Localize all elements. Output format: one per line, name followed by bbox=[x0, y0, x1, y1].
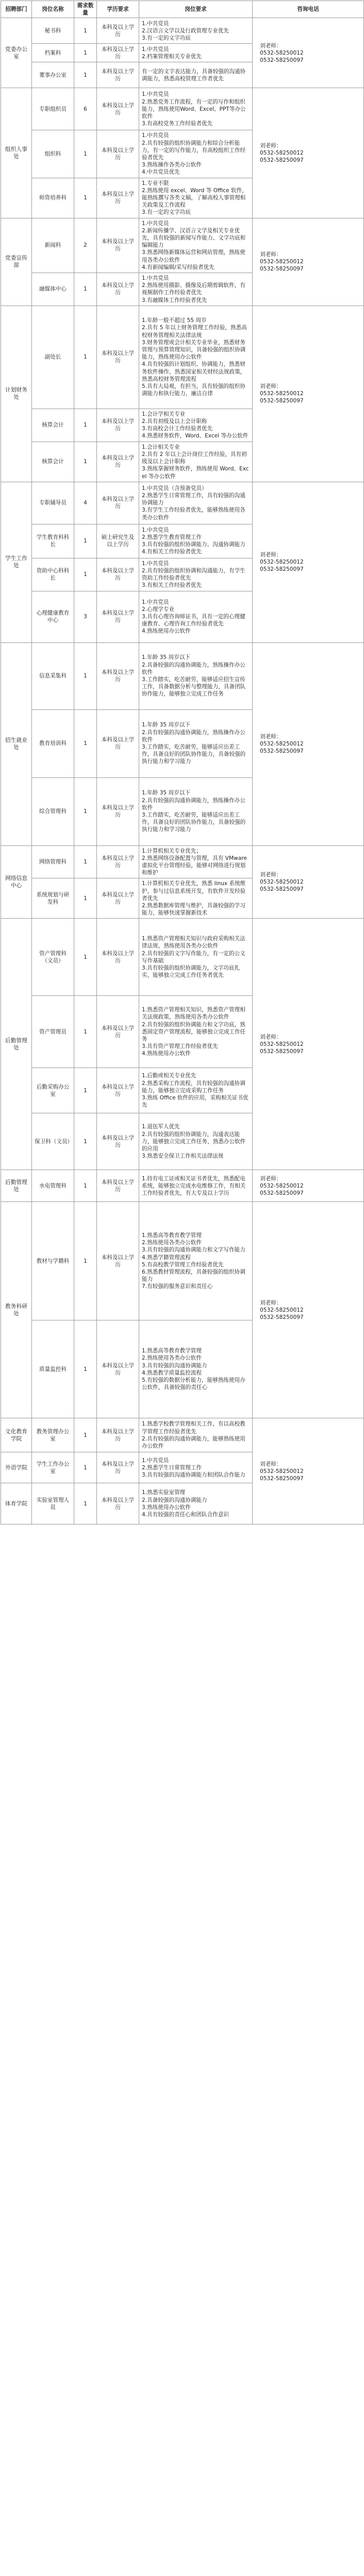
position-cell: 综合管理科 bbox=[32, 777, 74, 845]
education-cell: 本科及以上学历 bbox=[97, 18, 139, 44]
table-row bbox=[1, 482, 364, 524]
contact-name: 刘老师： bbox=[260, 383, 282, 389]
table-row bbox=[1, 306, 364, 409]
contact-cell bbox=[253, 845, 364, 919]
contact-phone: 0532-58250012 bbox=[260, 1041, 304, 1047]
position-cell: 董事办公室 bbox=[32, 62, 74, 88]
requirement-line: 2.熟悉学生日常管理工作 bbox=[142, 1464, 202, 1471]
education-cell: 本科及以上学历 bbox=[97, 44, 139, 62]
requirement-line: 2.熟悉数据库管理与维护，具备较强的学习能力，能够快速掌握新技术 bbox=[142, 902, 245, 917]
requirement-line: 2.熟悉学生日常管理工作，具有较强的沟通协调能力 bbox=[142, 492, 245, 506]
count-cell: 1 bbox=[74, 44, 97, 62]
requirement-line: 3.具有较强的组织协调能力，文字功底扎实，能够独立完成工作任务者优先 bbox=[142, 965, 240, 979]
requirements-cell bbox=[139, 178, 253, 218]
requirement-line: 2.具有初级及以上会计职称 bbox=[142, 418, 207, 425]
requirement-line: 3.有高校党务工作经验者优先 bbox=[142, 121, 213, 127]
requirement-line: 2.具备较强的沟通协调能力 bbox=[142, 1497, 207, 1503]
education-cell: 本科及以上学历 bbox=[97, 1068, 139, 1113]
requirement-line: 1.熟悉高等教育教学管理 bbox=[142, 1232, 202, 1239]
count-cell: 1 bbox=[74, 18, 97, 44]
requirement-line: 2.汉语言文学以及行政管理专业优先 bbox=[142, 27, 229, 34]
education-cell: 本科及以上学历 bbox=[97, 130, 139, 178]
requirement-line: 1.计算机相关专业优先； bbox=[142, 848, 202, 854]
contact-phone: 0532-58250097 bbox=[260, 566, 304, 573]
requirement-line: 2.具有较强的文字写作能力，有一定的公文写作基础 bbox=[142, 950, 245, 964]
table-header bbox=[1, 1, 364, 18]
requirements-cell bbox=[139, 273, 253, 306]
requirements-cell bbox=[139, 18, 253, 44]
requirement-line: 4.具有较强的责任心和团队合作意识 bbox=[142, 1512, 229, 1518]
count-cell: 1 bbox=[74, 845, 97, 878]
education-cell: 本科及以上学历 bbox=[97, 273, 139, 306]
contact-phone: 0532-58250012 bbox=[260, 1307, 304, 1313]
contact-phone: 0532-58250097 bbox=[260, 157, 304, 164]
count-cell: 1 bbox=[74, 709, 97, 777]
requirement-line: 4.有相关工作经验者优先 bbox=[142, 549, 202, 555]
education-cell: 本科及以上学历 bbox=[97, 409, 139, 442]
contact-cell bbox=[253, 1202, 364, 1418]
requirement-line: 1.中共党员 bbox=[142, 220, 169, 227]
contact-phone: 0532-58250097 bbox=[260, 1190, 304, 1196]
requirement-line: 4.熟悉教学质量监控流程 bbox=[142, 1369, 202, 1376]
requirement-line: 2.档案管理相关专业优先 bbox=[142, 53, 202, 60]
requirement-line: 3.熟练 Office 软件的应用，采购相关证书优先 bbox=[142, 1094, 249, 1109]
contact-phone: 0532-58250012 bbox=[260, 259, 304, 265]
dept-cell: 党委办公室 bbox=[1, 18, 32, 88]
education-cell: 本科及以上学历 bbox=[97, 777, 139, 845]
requirement-line: 1.中共党员 bbox=[142, 527, 169, 533]
education-cell: 本科及以上学历 bbox=[97, 709, 139, 777]
position-cell: 副处长 bbox=[32, 306, 74, 409]
requirement-line: 4.熟悉学籍管理流程 bbox=[142, 1254, 191, 1261]
contact-phone: 0532-58250097 bbox=[260, 1314, 304, 1320]
requirement-line: 3.具有较强的组织协调能力、沟通协调能力 bbox=[142, 541, 245, 548]
dept-cell: 计划财务处 bbox=[1, 306, 32, 482]
position-cell: 秘书科 bbox=[32, 18, 74, 44]
requirement-line: 2.熟练使用摄影、摄像及后期剪辑软件，有视频制作工作经验者优先 bbox=[142, 282, 245, 296]
requirement-line: 4.中共党员优先 bbox=[142, 169, 180, 176]
requirement-line: 2.熟悉采购工作流程，具有较强的沟通协调能力，能够独立完成采购工作任务 bbox=[142, 1080, 245, 1094]
requirement-line: 3.工作踏实，吃苦耐劳，能够适应招生宣传工作，具备数据分析与整理能力，具备团队协作能力，能够独立完成工作任务 bbox=[142, 676, 246, 698]
requirement-line: 1.中共党员 bbox=[142, 560, 169, 567]
education-cell: 本科及以上学历 bbox=[97, 1113, 139, 1170]
dept-cell: 组织人事处 bbox=[1, 88, 32, 218]
position-cell: 新闻科 bbox=[32, 218, 74, 273]
contact-cell bbox=[253, 1418, 364, 1524]
dept-cell: 招生就业处 bbox=[1, 642, 32, 845]
requirement-line: 2.具有 5 年以上财务管理工作经验，熟悉高校财务管理相关法律法规 bbox=[142, 325, 247, 338]
requirement-line: 3.工作踏实，吃苦耐劳，能够适应出差工作，具备良好的团队协作能力，具备较强的执行能力和学习能力 bbox=[142, 744, 246, 765]
contact-phone: 0532-58250097 bbox=[260, 1048, 304, 1055]
dept-cell: 学生工作处 bbox=[1, 482, 32, 642]
count-cell: 1 bbox=[74, 642, 97, 709]
contact-phone: 0532-58250097 bbox=[260, 266, 304, 273]
contact-cell bbox=[253, 642, 364, 845]
contact-name: 刘老师： bbox=[260, 42, 282, 49]
count-cell: 1 bbox=[74, 273, 97, 306]
position-cell: 实验室管理人员 bbox=[32, 1483, 74, 1524]
requirement-line: 2.新闻传播学、汉语言文学及相关专业优先，具有较强的新闻写作能力、文字功底和编辑能力 bbox=[142, 227, 246, 249]
contact-cell bbox=[253, 306, 364, 482]
table-row bbox=[1, 642, 364, 709]
contact-phone: 0532-58250012 bbox=[260, 391, 304, 397]
requirements-cell bbox=[139, 306, 253, 409]
header-education: 学历要求 bbox=[97, 1, 139, 18]
requirement-line: 4.具有较强的计划组织、协调能力，熟悉财务软件操作，熟悉国家相关财经法规政策，熟悉高校财务管理流程 bbox=[142, 361, 246, 382]
requirement-line: 3.工作踏实，吃苦耐劳，能够适应出差工作，具备良好的团队协作能力，具备较强的执行能力和学习能力 bbox=[142, 812, 246, 833]
requirement-line: 1.计算机相关专业优先，熟悉 linux 系统维护，参与过信息系统开发，有软件开发经验者优先 bbox=[142, 880, 246, 902]
position-cell: 核算会计 bbox=[32, 442, 74, 482]
requirement-line: 3.熟悉安全保卫工作相关法律法规 bbox=[142, 1153, 224, 1160]
requirement-line: 3.熟悉网络新媒体运营和网站管理，熟练使用各类办公软件 bbox=[142, 249, 245, 263]
dept-cell: 教务科研处 bbox=[1, 1202, 32, 1418]
requirement-line: 1.熟悉资产管理相关知识与政府采购相关法律法规，熟练使用各类办公软件 bbox=[142, 936, 245, 950]
requirement-line: 1.中共党员 bbox=[142, 1457, 169, 1464]
position-cell: 网络管理科 bbox=[32, 845, 74, 878]
contact-phone: 0532-58250012 bbox=[260, 49, 304, 56]
contact-phone: 0532-58250012 bbox=[260, 740, 304, 747]
requirements-cell bbox=[139, 1418, 253, 1452]
header-requirements: 岗位要求 bbox=[139, 1, 253, 18]
header-count: 需求数量 bbox=[74, 1, 97, 18]
education-cell: 本科及以上学历 bbox=[97, 1320, 139, 1418]
requirement-line: 2.熟练使用各类办公软件 bbox=[142, 1355, 202, 1362]
requirements-cell bbox=[139, 642, 253, 709]
requirements-cell bbox=[139, 409, 253, 442]
contact-phone: 0532-58250012 bbox=[260, 149, 304, 156]
contact-phone: 0532-58250012 bbox=[260, 878, 304, 885]
contact-name: 刘老师： bbox=[260, 251, 282, 258]
count-cell: 1 bbox=[74, 1113, 97, 1170]
requirements-cell bbox=[139, 218, 253, 273]
education-cell: 本科及以上学历 bbox=[97, 482, 139, 524]
education-cell: 本科及以上学历 bbox=[97, 1202, 139, 1320]
count-cell: 1 bbox=[74, 878, 97, 919]
education-cell: 本科及以上学历 bbox=[97, 642, 139, 709]
table-row bbox=[1, 919, 364, 996]
count-cell: 1 bbox=[74, 409, 97, 442]
contact-name: 刘老师： bbox=[260, 1299, 282, 1306]
requirement-line: 3.具有资产管理工作经验者优先 bbox=[142, 1043, 218, 1050]
requirement-line: 2.具有较强的沟通协调能力，能够熟练使用办公软件 bbox=[142, 1435, 245, 1450]
position-cell: 组织科 bbox=[32, 130, 74, 178]
position-cell: 资助中心科科长 bbox=[32, 558, 74, 591]
requirements-cell bbox=[139, 88, 253, 130]
requirement-line: 1.中共党员 bbox=[142, 91, 169, 98]
position-cell: 教务管理办公室 bbox=[32, 1418, 74, 1452]
header-row bbox=[1, 1, 364, 18]
count-cell: 3 bbox=[74, 591, 97, 642]
count-cell: 1 bbox=[74, 130, 97, 178]
requirement-line: 2.熟悉党务工作流程，有一定的写作和组织能力，熟练使用Word、Excel、PPT等办公软件 bbox=[142, 98, 246, 120]
header-contact: 咨询电话 bbox=[253, 1, 364, 18]
requirements-cell bbox=[139, 996, 253, 1068]
count-cell: 1 bbox=[74, 1320, 97, 1418]
requirement-line: 2.熟悉网络设备配置与管理，具有 VMware 虚拟化平台管理经验，能够对网络进行规划和维护 bbox=[142, 855, 247, 876]
requirement-line: 1.中共党员 bbox=[142, 20, 169, 27]
requirements-cell bbox=[139, 44, 253, 62]
count-cell: 1 bbox=[74, 996, 97, 1068]
count-cell: 1 bbox=[74, 1418, 97, 1452]
position-cell: 档案科 bbox=[32, 44, 74, 62]
contact-name: 刘老师： bbox=[260, 733, 282, 740]
position-cell: 资产管理科（文员） bbox=[32, 919, 74, 996]
requirement-line: 4.有新闻编辑/采写经验者优先 bbox=[142, 264, 214, 270]
dept-cell: 网络信息中心 bbox=[1, 845, 32, 919]
contact-cell bbox=[253, 482, 364, 642]
count-cell: 6 bbox=[74, 88, 97, 130]
position-cell: 保卫科（文员） bbox=[32, 1113, 74, 1170]
requirement-line: 7.有较强的服务意识和责任心 bbox=[142, 1283, 213, 1290]
requirement-line: 3.有高校会计工作经验者优先 bbox=[142, 426, 213, 432]
count-cell: 1 bbox=[74, 178, 97, 218]
education-cell: 本科及以上学历 bbox=[97, 996, 139, 1068]
requirement-line: 1.年龄 35 周岁以下 bbox=[142, 722, 190, 728]
position-cell: 学生教育科科长 bbox=[32, 524, 74, 558]
requirements-cell bbox=[139, 919, 253, 996]
education-cell: 本科及以上学历 bbox=[97, 1170, 139, 1202]
requirement-line: 3.熟练操作各类办公软件 bbox=[142, 162, 202, 168]
requirement-line: 3.有一定的文字功底 bbox=[142, 209, 191, 216]
dept-cell: 后勤管理处 bbox=[1, 1170, 32, 1202]
education-cell: 本科及以上学历 bbox=[97, 1452, 139, 1483]
requirement-line: 2.具有较强的组织协调能力和文字功底，熟悉固定资产管理流程，能够独立完成工作任务 bbox=[142, 1021, 246, 1042]
requirement-line: 1.会计相关专业 bbox=[142, 444, 180, 450]
count-cell: 1 bbox=[74, 1202, 97, 1320]
requirements-cell bbox=[139, 1452, 253, 1483]
requirements-cell bbox=[139, 591, 253, 642]
requirement-line: 2.熟练使用 excel、Word 等 Office 软件，能熟练撰写各类文稿，了解高校人事管理相关政策及工作流程 bbox=[142, 187, 247, 209]
position-cell: 资产管理员 bbox=[32, 996, 74, 1068]
requirement-line: 3.具有心理咨询师证书，具有一定的心理健康教育、心理咨询工作经验者优先 bbox=[142, 613, 245, 628]
requirements-cell bbox=[139, 1320, 253, 1418]
requirement-line: 3.熟练使用办公软件 bbox=[142, 1504, 191, 1511]
requirement-line: 5.有较强的数据分析能力，能够熟练使用办公软件，具备较强的责任心 bbox=[142, 1377, 245, 1391]
requirement-line: 1.年龄 35 周岁以下 bbox=[142, 790, 190, 796]
contact-cell bbox=[253, 1170, 364, 1202]
contact-name: 刘老师： bbox=[260, 1461, 282, 1467]
count-cell: 4 bbox=[74, 482, 97, 524]
requirement-line: 3.具有较强的沟通协调能力和文字写作能力 bbox=[142, 1247, 245, 1253]
table-row bbox=[1, 218, 364, 273]
requirement-line: 1.熟悉实验室管理 bbox=[142, 1489, 186, 1496]
position-cell: 信息采集科 bbox=[32, 642, 74, 709]
education-cell: 本科及以上学历 bbox=[97, 178, 139, 218]
requirement-line: 3.财务管理或会计相关专业毕业，熟悉财务管理与预算管理知识，具备较强的组织协调能力，熟练使用办公软件 bbox=[142, 339, 246, 361]
requirement-line: 1.中共党员 bbox=[142, 599, 169, 605]
requirement-line: 2.熟悉学生教育管理工作 bbox=[142, 534, 202, 540]
contact-cell bbox=[253, 18, 364, 88]
requirement-line: 1.后勤或相关专业优先 bbox=[142, 1073, 196, 1079]
position-cell: 水电管理科 bbox=[32, 1170, 74, 1202]
position-cell: 核算会计 bbox=[32, 409, 74, 442]
dept-cell: 外语学院 bbox=[1, 1452, 32, 1483]
education-cell: 本科及以上学历 bbox=[97, 919, 139, 996]
contact-name: 刘老师： bbox=[260, 1175, 282, 1182]
education-cell: 硕士研究生及以上学历 bbox=[97, 524, 139, 558]
requirement-line: 4.熟练使用办公软件 bbox=[142, 628, 191, 635]
table-body bbox=[1, 18, 364, 1524]
requirement-line: 4.熟悉财务软件，Word、Excel 等办公软件 bbox=[142, 433, 249, 439]
requirement-line: 1.会计学相关专业 bbox=[142, 411, 186, 417]
contact-phone: 0532-58250097 bbox=[260, 748, 304, 755]
requirement-line: 1.中共党员 bbox=[142, 275, 169, 282]
contact-phone: 0532-58250097 bbox=[260, 398, 304, 404]
requirement-line: 3.具有较强的沟通协调能力和团队合作能力 bbox=[142, 1471, 245, 1478]
contact-phone: 0532-58250012 bbox=[260, 1468, 304, 1475]
recruitment-table bbox=[1, 1, 364, 1524]
contact-phone: 0532-58250097 bbox=[260, 1475, 304, 1482]
contact-cell bbox=[253, 919, 364, 1170]
table-row bbox=[1, 845, 364, 878]
education-cell: 本科及以上学历 bbox=[97, 845, 139, 878]
requirement-line: 2.具备较强的沟通协调能力，熟练操作办公软件 bbox=[142, 662, 245, 675]
requirement-line: 3.有一定的文字功底 bbox=[142, 35, 191, 41]
dept-cell: 后勤管理处 bbox=[1, 919, 32, 1170]
requirement-line: 5.具有大局观，有担当，具有较强的组织协调能力和执行能力，廉洁自律 bbox=[142, 383, 245, 397]
count-cell: 1 bbox=[74, 1170, 97, 1202]
requirements-cell bbox=[139, 1170, 253, 1202]
table-row bbox=[1, 1418, 364, 1452]
contact-phone: 0532-58250012 bbox=[260, 559, 304, 565]
requirement-line: 1.退伍军人优先 bbox=[142, 1124, 180, 1130]
position-cell: 融媒体中心 bbox=[32, 273, 74, 306]
requirement-line: 1.年龄 35 周岁以下 bbox=[142, 654, 190, 661]
requirement-line: 1.中共党员（含预备党员） bbox=[142, 485, 207, 492]
position-cell: 质量监控科 bbox=[32, 1320, 74, 1418]
requirement-line: 2.具有较强的组织协调能力和综合分析能力，有一定的写作能力，有高校组织工作经验者优先 bbox=[142, 140, 246, 161]
position-cell: 专职辅导员 bbox=[32, 482, 74, 524]
count-cell: 1 bbox=[74, 1483, 97, 1524]
requirements-cell bbox=[139, 1113, 253, 1170]
position-cell: 教材与学籍科 bbox=[32, 1202, 74, 1320]
contact-phone: 0532-58250097 bbox=[260, 886, 304, 893]
count-cell: 2 bbox=[74, 218, 97, 273]
requirements-cell bbox=[139, 777, 253, 845]
requirement-line: 1.专业不限 bbox=[142, 180, 169, 187]
requirement-line: 3.有学生工作经验者优先，能够熟练使用各类办公软件 bbox=[142, 507, 245, 521]
requirement-line: 2.具有 2 年以上会计岗位工作经验，具有初级及以上会计职称 bbox=[142, 451, 247, 465]
header-position: 岗位名称 bbox=[32, 1, 74, 18]
count-cell: 1 bbox=[74, 1068, 97, 1113]
position-cell: 后勤采购办公室 bbox=[32, 1068, 74, 1113]
dept-cell: 体育学院 bbox=[1, 1483, 32, 1524]
requirement-line: 2.具有较强的组织协调和沟通能力，有学生资助工作经验者优先 bbox=[142, 567, 245, 582]
count-cell: 1 bbox=[74, 1452, 97, 1483]
position-cell: 系统规划与研发科 bbox=[32, 878, 74, 919]
requirement-line: 1.年龄一般不超过 55 周岁 bbox=[142, 317, 207, 324]
requirement-line: 5.有高校教学管理工作经验者优先 bbox=[142, 1261, 224, 1268]
count-cell: 1 bbox=[74, 306, 97, 409]
education-cell: 本科及以上学历 bbox=[97, 591, 139, 642]
requirement-line: 1.熟悉资产管理相关知识，熟悉资产管理相关法规政策，熟练使用各类办公软件 bbox=[142, 1007, 245, 1021]
count-cell: 1 bbox=[74, 558, 97, 591]
position-cell: 学生工作办公室 bbox=[32, 1452, 74, 1483]
requirements-cell bbox=[139, 62, 253, 88]
table-row bbox=[1, 18, 364, 44]
table-row bbox=[1, 1170, 364, 1202]
education-cell: 本科及以上学历 bbox=[97, 306, 139, 409]
contact-name: 刘老师： bbox=[260, 551, 282, 558]
requirements-cell bbox=[139, 1068, 253, 1113]
education-cell: 本科及以上学历 bbox=[97, 558, 139, 591]
education-cell: 本科及以上学历 bbox=[97, 878, 139, 919]
contact-cell bbox=[253, 88, 364, 218]
requirement-line: 1.中共党员 bbox=[142, 132, 169, 139]
requirement-line: 4.熟练使用办公软件 bbox=[142, 1050, 191, 1057]
education-cell: 本科及以上学历 bbox=[97, 1483, 139, 1524]
requirement-line: 1.熟悉高等教育教学管理 bbox=[142, 1348, 202, 1354]
requirements-cell bbox=[139, 1483, 253, 1524]
header-dept: 招聘部门 bbox=[1, 1, 32, 18]
requirements-cell bbox=[139, 558, 253, 591]
position-cell: 心理健康教育中心 bbox=[32, 591, 74, 642]
requirement-line: 2.具有较强的沟通协调能力，熟练操作办公软件 bbox=[142, 797, 245, 811]
requirement-line: 1.熟悉学校教学管理相关工作，有以高校教学管理工作经验者优先 bbox=[142, 1421, 245, 1435]
requirements-cell bbox=[139, 1202, 253, 1320]
requirement-line: 3.有融媒体工作经验者优先 bbox=[142, 297, 207, 303]
dept-cell: 党委宣传部 bbox=[1, 218, 32, 306]
requirements-cell bbox=[139, 482, 253, 524]
requirement-line: 3.有相关工作经验者优先 bbox=[142, 582, 202, 589]
contact-phone: 0532-58250097 bbox=[260, 57, 304, 63]
requirements-cell bbox=[139, 878, 253, 919]
count-cell: 1 bbox=[74, 442, 97, 482]
contact-cell bbox=[253, 218, 364, 306]
contact-name: 刘老师： bbox=[260, 1033, 282, 1040]
contact-name: 刘老师： bbox=[260, 871, 282, 878]
requirement-line: 1.中共党员 bbox=[142, 46, 169, 53]
education-cell: 本科及以上学历 bbox=[97, 442, 139, 482]
education-cell: 本科及以上学历 bbox=[97, 88, 139, 130]
position-cell: 教育培训科 bbox=[32, 709, 74, 777]
contact-name: 刘老师： bbox=[260, 142, 282, 149]
count-cell: 1 bbox=[74, 524, 97, 558]
requirements-cell bbox=[139, 524, 253, 558]
contact-phone: 0532-58250012 bbox=[260, 1182, 304, 1189]
table-row bbox=[1, 88, 364, 130]
requirement-line: 2.具有较强的沟通协调能力，熟练操作办公软件 bbox=[142, 729, 245, 743]
requirement-line: 3.熟练掌握财务软件，熟练使用 Word、Excel 等办公软件 bbox=[142, 466, 249, 480]
requirements-cell bbox=[139, 845, 253, 878]
education-cell: 本科及以上学历 bbox=[97, 218, 139, 273]
education-cell: 本科及以上学历 bbox=[97, 62, 139, 88]
count-cell: 1 bbox=[74, 919, 97, 996]
table-row bbox=[1, 1202, 364, 1320]
position-cell: 专职组织员 bbox=[32, 88, 74, 130]
dept-cell: 文化教育学院 bbox=[1, 1418, 32, 1452]
position-cell: 师资培养科 bbox=[32, 178, 74, 218]
requirement-line: 2.具有较强的组织协调能力，沟通表达能力，能够独立完成工作任务，熟悉办公软件的应用 bbox=[142, 1131, 246, 1152]
requirement-line: 6.熟悉教材管理流程，具备较强的组织协调能力 bbox=[142, 1269, 245, 1283]
requirement-line: 2.熟练使用各类办公软件 bbox=[142, 1240, 202, 1246]
requirement-line: 有一定的文字表达能力，具备较强的沟通协调能力，熟悉高校管理工作者优先 bbox=[142, 68, 246, 82]
requirements-cell bbox=[139, 709, 253, 777]
requirements-cell bbox=[139, 130, 253, 178]
requirement-line: 2.心理学专业 bbox=[142, 606, 175, 613]
count-cell: 1 bbox=[74, 62, 97, 88]
count-cell: 1 bbox=[74, 777, 97, 845]
requirement-line: 3.具有较强的沟通协调能力 bbox=[142, 1362, 207, 1369]
requirement-line: 1.持有电工证或相关证书者优先，熟悉配电系统，能够独立完成水电维修工作，有相关工作经验者优先，有大专及以上学历 bbox=[142, 1175, 246, 1196]
education-cell: 本科及以上学历 bbox=[97, 1418, 139, 1452]
requirements-cell bbox=[139, 442, 253, 482]
